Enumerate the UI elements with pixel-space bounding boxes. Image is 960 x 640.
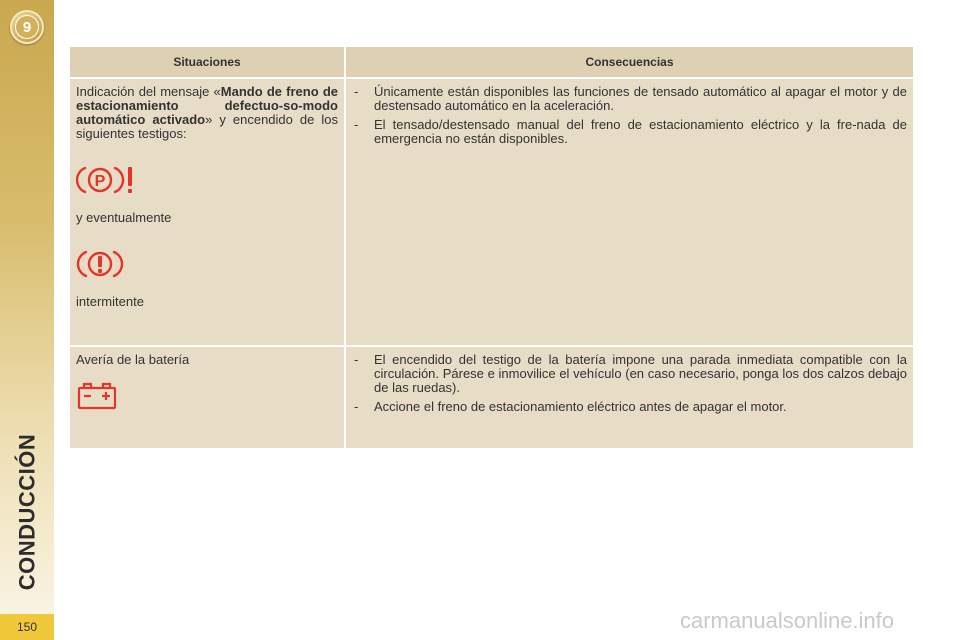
battery-icon [76, 381, 338, 415]
chapter-title-wrap [2, 432, 52, 592]
chapter-sidebar [0, 0, 54, 640]
table-row [69, 346, 914, 449]
warning-table [68, 45, 915, 450]
chapter-title: CONDUCCIÓN [14, 433, 39, 591]
svg-text:P: P [94, 173, 106, 190]
table-row [69, 78, 914, 346]
situation-cell [69, 78, 345, 346]
list-item: - Únicamente están disponibles las funciones de tensado automático al apagar el motor y de destensado automático en la aceleración. [352, 85, 907, 113]
consequence-cell [345, 346, 914, 449]
consequence-cell [345, 78, 914, 346]
situation-prefix: Indicación del mensaje « [76, 84, 221, 99]
consequence-list [352, 85, 907, 146]
list-item: - Accione el freno de estacionamiento eléctrico antes de apagar el motor. [352, 400, 907, 414]
header-situations: Situaciones [69, 46, 345, 78]
and-possibly-text: y eventualmente [76, 210, 172, 225]
page-number: 150 [0, 614, 54, 640]
chapter-badge [10, 10, 44, 44]
message-text: Mando de freno de estacionamiento defectuo-so-modo automático activado [76, 84, 338, 127]
situation-cell [69, 346, 345, 449]
watermark: carmanualsonline.info [680, 608, 895, 633]
list-item: - El encendido del testigo de la batería impone una parada inmediata compatible con la circulación. Párese e inmovilice el vehículo (en caso necesario, ponga los dos calzos debajo de las ruedas). [352, 353, 907, 395]
table-header-row [69, 46, 914, 78]
chapter-number: 9 [15, 15, 39, 39]
flashing-text: intermitente [76, 294, 144, 309]
list-item: - El tensado/destensado manual del freno de estacionamiento eléctrico y la fre-nada de emergencia no están disponibles. [352, 118, 907, 146]
situation-text: Avería de la batería [76, 352, 190, 367]
situation-suffix: » y encendido de los siguientes testigos: [76, 112, 338, 141]
situation-text [76, 85, 338, 141]
parking-brake-warning-icon [76, 163, 338, 197]
header-consequences: Consecuencias [345, 46, 914, 78]
brake-warning-icon [76, 247, 338, 281]
consequence-list [352, 353, 907, 414]
